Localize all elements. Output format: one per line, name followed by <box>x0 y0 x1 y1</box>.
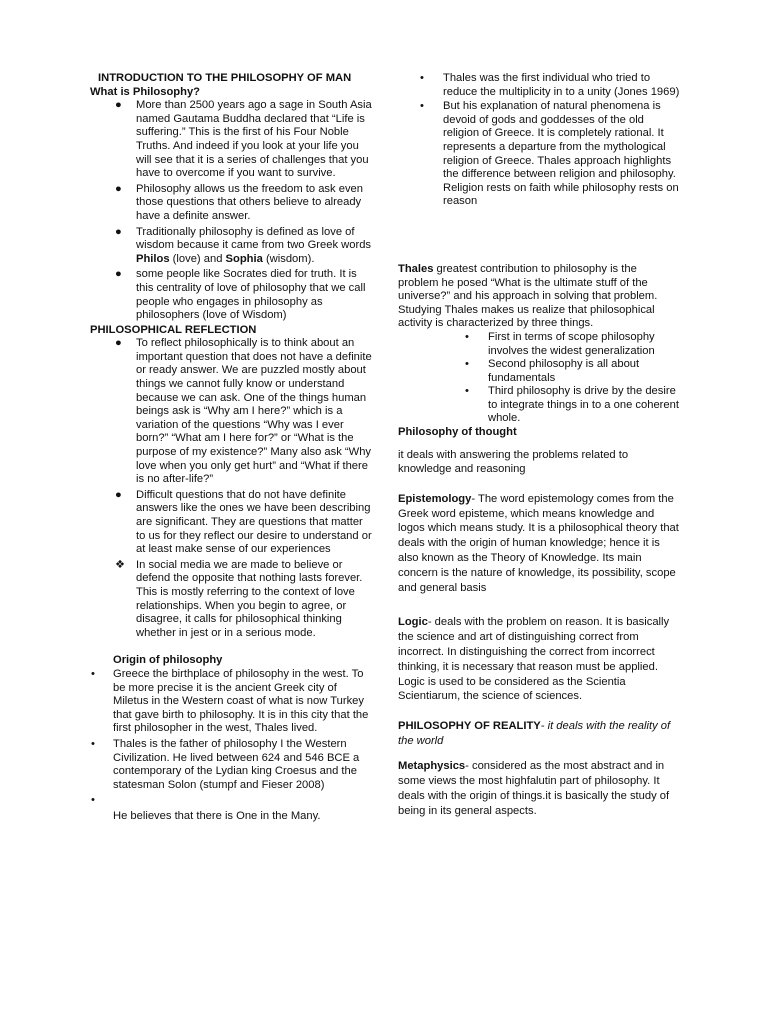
list-item: • Third philosophy is drive by the desire to integrate things in to a one coherent whole. <box>465 385 679 425</box>
philos-term: Philos <box>136 252 170 265</box>
bullet-icon: ● <box>115 225 122 238</box>
bullet-icon: ● <box>115 337 122 350</box>
diamond-bullet-icon: ❖ <box>115 558 126 571</box>
philosophy-of-thought-heading: Philosophy of thought <box>398 426 517 439</box>
bullet-icon: • <box>420 100 424 113</box>
bullet-icon: • <box>465 330 469 343</box>
right-column <box>398 72 680 819</box>
list-item: ● Traditionally philosophy is defined as love of wisdom because it came from two Greek words Philos (love) and Sophia (wisdom). <box>115 225 372 265</box>
philosophy-of-reality-paragraph: PHILOSOPHY OF REALITY- it deals with the reality of the world <box>398 720 671 747</box>
list-item: ● Philosophy allows us the freedom to ask even those questions that others believe to already have a definite answer. <box>115 182 363 222</box>
list-item: • Thales was the first individual who tried to reduce the multiplicity in to a unity (Jones 1969) <box>420 72 680 98</box>
what-is-philosophy-heading: What is Philosophy? <box>90 85 201 98</box>
list-item: ❖ In social media we are made to believe or defend the opposite that nothing lasts forever. This is mostly referring to the context of love relationships. When you begin to agree, or disagree, it calls for philosophical thinking whether in jest or in a serious mode. <box>115 558 363 639</box>
bullet-icon: ● <box>115 268 122 281</box>
thales-contribution-paragraph: Thales greatest contribution to philosophy is the problem he posed “What is the ultimate stuff of the universe?” and his approach in solving that problem. Studying Thales makes us realize that philosophical activity is characterized by three things. <box>398 262 658 330</box>
logic-term: Logic <box>398 616 428 629</box>
bullet-icon: • <box>91 794 95 807</box>
thought-paragraph: it deals with answering the problems related to knowledge and reasoning <box>398 448 629 476</box>
bullet-icon: • <box>465 358 469 371</box>
bullet-icon: • <box>91 667 95 680</box>
bullet-icon: ● <box>115 182 122 195</box>
bullet-icon: • <box>91 737 95 750</box>
bullet-icon: ● <box>115 488 122 501</box>
thales-term: Thales <box>398 262 434 275</box>
list-item: ● More than 2500 years ago a sage in South Asia named Gautama Buddha declared that “Life is suffering.” This is the first of his Four Noble Truths. And indeed if you look at your life you will see that it is a series of challenges that you have to overcome if you want to survive. <box>115 99 372 180</box>
philosophy-of-reality-term: PHILOSOPHY OF REALITY <box>398 720 541 733</box>
list-item: • Greece the birthplace of philosophy in the west. To be more precise it is the ancient Greek city of Miletus in the Western coast of what is now Turkey that gave birth to philosophy. It is in this city that the first philosopher in the west, Thales lived. <box>91 667 369 735</box>
metaphysics-term: Metaphysics <box>398 760 466 773</box>
document-title: INTRODUCTION TO THE PHILOSOPHY OF MAN <box>98 72 352 84</box>
one-in-many-text: He believes that there is One in the Many. <box>113 809 321 822</box>
epistemology-term: Epistemology <box>398 492 472 505</box>
three-things-list <box>398 331 680 426</box>
list-item <box>90 794 375 808</box>
list-item: • First in terms of scope philosophy involves the widest generalization <box>465 330 655 357</box>
origin-of-philosophy-heading: Origin of philosophy <box>113 654 223 667</box>
sophia-term: Sophia <box>225 252 263 265</box>
list-item: ● To reflect philosophically is to think about an important question that does not have a definite or ready answer. We are puzzled mostly about things we cannot fully know or understand because we can ask. One of the things human beings ask is “Why am I here?” which is a variation of the questions “Why was I ever born?” “What am I here for?” or “What is the purpose of my existence?” Many also ask “Why love when you only get hurt” and “What if there is no after-life?” <box>115 337 372 486</box>
epistemology-paragraph: Epistemology- The word epistemology comes from the Greek word episteme, which means knowledge and logos which means study. It is a philosophical theory that deals with the origin of human knowledge; hence it is also known as the Theory of Knowledge. Its main concern is the nature of knowledge, its possibility, scope and general basis <box>398 492 679 594</box>
list-item: • Second philosophy is all about fundamentals <box>465 358 640 384</box>
list-item: • Thales is the father of philosophy I the Western Civilization. He lived between 624 and 546 BCE a contemporary of the Lydian king Croesus and the statesman Solon (stumpf and Fieser 2008) <box>91 737 360 791</box>
what-is-philosophy-list <box>90 99 375 323</box>
bullet-icon: • <box>420 72 424 84</box>
philosophical-reflection-heading: PHILOSOPHICAL REFLECTION <box>90 323 257 336</box>
origin-list <box>90 668 375 808</box>
logic-paragraph: Logic- deals with the problem on reason. It is basically the science and art of distinguishing correct from incorrect. In distinguishing the correct from incorrect thinking, it is necessary that reason must be applied. Logic is used to be considered as the Scientia Scientiarum, the science of sciences. <box>398 616 670 703</box>
bullet-icon: ● <box>115 99 122 112</box>
bullet-icon: • <box>465 385 469 398</box>
thales-list <box>398 72 680 209</box>
left-column <box>90 72 375 823</box>
list-item: ● some people like Socrates died for truth. It is this centrality of love of philosophy that we call people who engages in philosophy as philosophers (love of Wisdom) <box>115 268 366 322</box>
list-item: ● Difficult questions that do not have definite answers like the ones we have been describing are significant. They are questions that matter to us for they reflect our desire to understand or at least make sense of our experiences <box>115 488 372 556</box>
list-item: • But his explanation of natural phenomena is devoid of gods and goddesses of the old religion of Greece. It is completely rational. It represents a departure from the mythological religion of Greece. Thales approach highlights the difference between religion and philosophy. Religion rests on faith while philosophy rests on reason <box>420 100 679 208</box>
metaphysics-paragraph: Metaphysics- considered as the most abstract and in some views the most highfalutin part of philosophy. It deals with the origin of things.it is basically the study of being in its general aspects. <box>398 760 670 817</box>
reflection-list <box>90 337 375 640</box>
